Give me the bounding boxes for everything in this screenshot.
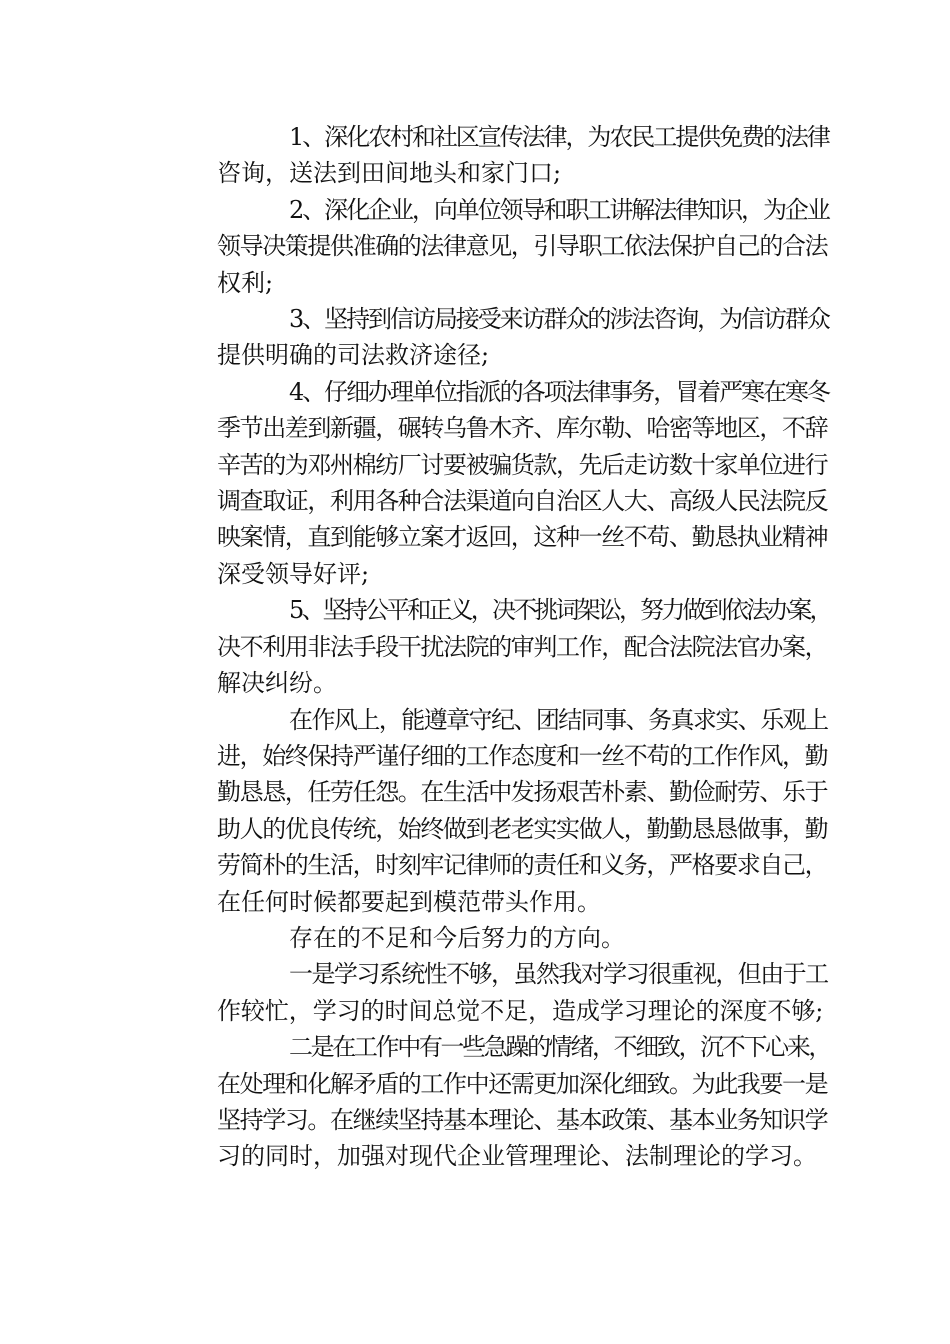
text-line: 4、仔细办理单位指派的各项法律事务，冒着严寒在寒冬 [289,377,829,406]
text-line: 解决纠纷。 [217,669,337,698]
text-line: 提供明确的司法救济途径; [217,341,490,370]
paragraph-shortcoming-1 [145,956,828,1029]
text-line: 作较忙，学习的时间总觉不足，造成学习理论的深度不够; [217,996,824,1025]
text-line: 5、坚持公平和正义，决不挑词架讼，努力做到依法办案， [289,596,831,625]
text-line: 决不利用非法手段干扰法院的审判工作，配合法院法官办案， [217,632,828,661]
text-line: 调查取证，利用各种合法渠道向自治区人大、高级人民法院反 [217,487,828,516]
text-line: 存在的不足和今后努力的方向。 [289,923,625,952]
text-line: 1、深化农村和社区宣传法律，为农民工提供免费的法律 [289,123,829,151]
text-line: 二是在工作中有一些急躁的情绪，不细致，沉不下心来， [289,1033,830,1062]
text-line: 在作风上，能遵章守纪、团结同事、务真求实、乐观上 [289,705,828,734]
text-line: 季节出差到新疆，碾转乌鲁木齐、库尔勒、哈密等地区，不辞 [217,414,828,443]
text-line: 勤恳恳，任劳任怨。在生活中发扬艰苦朴素、勤俭耐劳、乐于 [217,778,828,807]
text-line: 一是学习系统性不够，虽然我对学习很重视，但由于工 [289,960,828,989]
paragraph-item-4 [145,374,829,592]
text-line: 辛苦的为邓州棉纺厂讨要被骗货款，先后走访数十家单位进行 [217,450,828,479]
text-line: 坚持学习。在继续坚持基本理论、基本政策、基本业务知识学 [217,1105,828,1134]
paragraph-shortcoming-2 [145,1029,830,1175]
paragraph-item-2 [145,192,829,301]
text-line: 映案情，直到能够立案才返回，这种一丝不苟、勤恳执业精神 [217,523,828,552]
text-line: 进，始终保持严谨仔细的工作态度和一丝不苟的工作作风，勤 [217,741,828,770]
paragraph-style-of-work [145,702,828,920]
text-line: 3、坚持到信访局接受来访群众的涉法咨询，为信访群众 [289,305,829,334]
paragraph-item-3 [145,301,829,374]
document-body [145,119,831,1175]
text-line: 权利; [217,268,274,297]
text-line: 在任何时候都要起到模范带头作用。 [217,887,601,916]
paragraph-item-5 [145,592,831,701]
text-line: 2、深化企业，向单位领导和职工讲解法律知识，为企业 [289,195,829,224]
text-line: 深受领导好评; [217,559,370,588]
text-line: 在处理和化解矛盾的工作中还需更加深化细致。为此我要一是 [217,1069,828,1098]
text-line: 助人的优良传统，始终做到老老实实做人，勤勤恳恳做事，勤 [217,814,828,843]
text-line: 领导决策提供准确的法律意见，引导职工依法保护自己的合法 [217,232,828,261]
text-line: 咨询，送法到田间地头和家门口; [217,159,562,188]
text-line: 习的同时，加强对现代企业管理理论、法制理论的学习。 [217,1142,817,1171]
text-line: 劳简朴的生活，时刻牢记律师的责任和义务，严格要求自己， [217,851,828,880]
paragraph-shortcomings-heading [145,920,815,956]
paragraph-item-1 [145,119,829,192]
